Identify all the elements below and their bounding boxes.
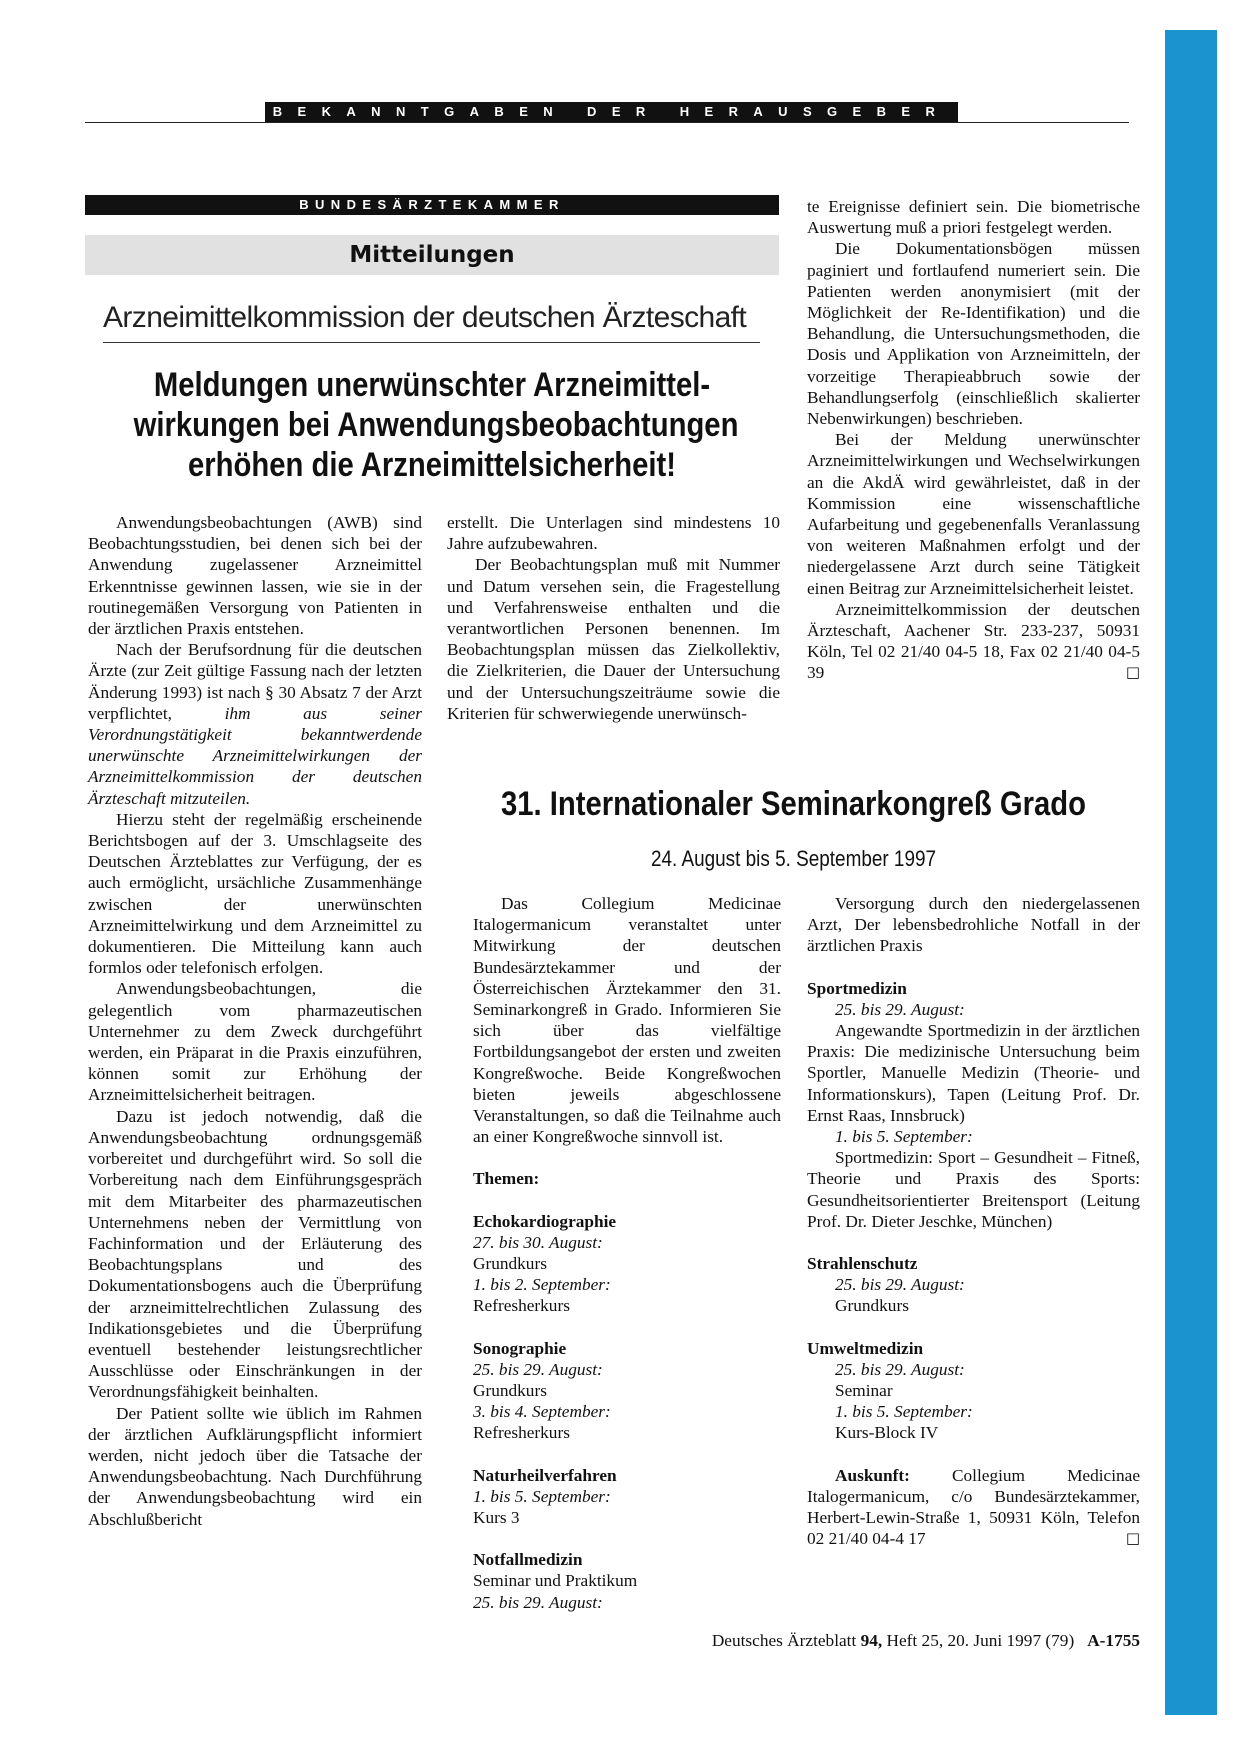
commission-rule: [103, 342, 760, 343]
topic-title: Sportmedizin: [807, 978, 907, 998]
paragraph: erstellt. Die Unterlagen sind mindestens 10 Jahre aufzubewahren.: [447, 513, 780, 554]
paragraph: Anwendungsbeobachtungen (AWB) sind Beobachtungsstudien, bei denen sich bei der Anwendung zugelassener Arzneimittel Erkenntnisse gewinnen lassen, wie sie in der routinegemäßen Versorgung von Patienten in der ärztlichen Praxis entstehen.: [88, 513, 422, 639]
italic-quote: ihm aus seiner Verordnungstätigkeit bekanntwerdende unerwünschte Arzneimittelwirkungen der Arzneimittelkommission der deutschen Ärzteschaft mitzuteilen.: [88, 703, 422, 808]
topic-course: Seminar: [835, 1381, 893, 1401]
page-number: A-1755: [1087, 1631, 1140, 1650]
column-1: [88, 512, 422, 1530]
section-header: BEKANNTGABEN DER HERAUSGEBER: [265, 102, 958, 122]
paragraph: Bei der Meldung unerwünschter Arzneimittelwirkungen und Wechselwirkungen an die AkdÄ wird gewährleistet, daß in der Kommission eine wissenschaftliche Aufarbeitung und gegebenenfalls Veranlassung von weiteren Maßnahmen erfolgt und der niedergelassene Arzt durch seine Tätigkeit einen Beitrag zur Arzneimittelsicherheit leistet.: [807, 430, 1140, 598]
paragraph: Hierzu steht der regelmäßig erscheinende Berichtsbogen auf der 3. Umschlagseite des Deutschen Ärzteblattes zur Verfügung, der es auch ermöglicht, ursächliche Zusammenhänge zwischen der unerwünschten Arzneimittelwirkung und dem Arzneimittel zu dokumentieren. Die Mitteilung kann auch formlos oder telefonisch erfolgen.: [88, 809, 422, 978]
paragraph: [88, 639, 422, 809]
topic-course: Refresherkurs: [473, 1296, 570, 1316]
org-bar: BUNDESÄRZTEKAMMER: [85, 195, 779, 215]
topic-title: Strahlenschutz: [807, 1254, 918, 1274]
commission-title: Arzneimittelkommission der deutschen Ärzteschaft: [103, 301, 747, 334]
topic-date: 1. bis 5. September:: [835, 1127, 973, 1147]
column-5: [807, 893, 1140, 1549]
themes-label: Themen:: [473, 1169, 540, 1189]
topic-date: 25. bis 29. August:: [473, 1359, 603, 1379]
paragraph-text: Nach der Berufsordnung für die deutschen Ärzte (zur Zeit gültige Fassung nach der letzten Änderung 1993) ist nach § 30 Absatz 7 der Arzt verpflichtet,: [88, 640, 422, 723]
topic-date: 27. bis 30. August:: [473, 1232, 603, 1252]
topic-course: Grundkurs: [835, 1296, 909, 1316]
category-box: Mitteilungen: [85, 235, 779, 275]
end-mark-icon: □: [1125, 1529, 1140, 1548]
congress-dates: 24. August bis 5. September 1997: [650, 846, 937, 871]
page-footer: [638, 1631, 1140, 1651]
topic-title: Sonographie: [473, 1338, 567, 1358]
topic-date: 1. bis 5. September:: [835, 1402, 973, 1422]
paragraph: te Ereignisse definiert sein. Die biometrische Auswertung muß a priori festgelegt werden.: [807, 197, 1140, 238]
paragraph: Das Collegium Medicinae Italogermanicum veranstaltet unter Mitwirkung der deutschen Bundesärztekammer und der Österreichischen Ärztekammer den 31. Seminarkongreß in Grado. Informieren Sie sich über das vielfältige Fortbildungsangebot der ersten und zweiten Kongreßwoche. Beide Kongreßwochen bieten jeweils abgeschlossene Veranstaltungen, so daß die Teilnahme auch an einer Kongreßwoche sinnvoll ist.: [473, 894, 781, 1147]
topic-course: Kurs 3: [473, 1508, 520, 1528]
topic-course: Grundkurs: [473, 1254, 547, 1274]
topic-date: 25. bis 29. August:: [835, 1359, 965, 1379]
column-3: [807, 196, 1140, 684]
paragraph: Der Beobachtungsplan muß mit Nummer und Datum versehen sein, die Fragestellung und Verfahrensweise enthalten und die verantwortlichen Personen benennen. Im Beobachtungsplan müssen das Zielkollektiv, die Zielkriterien, die Dauer der Untersuchung und der Untersuchungszeiträume sowie die Kriterien für schwerwiegende unerwünsch-: [447, 555, 780, 723]
topic-course: Refresherkurs: [473, 1423, 570, 1443]
paragraph: Anwendungsbeobachtungen, die gelegentlich vom pharmazeutischen Unternehmer zu dem Zweck durchgeführt werden, ein Präparat in die Praxis einzuführen, können somit zur Erhöhung der Arzneimittelsicherheit beitragen.: [88, 979, 422, 1105]
topic-title: Naturheilverfahren: [473, 1465, 617, 1485]
contact-text: Arzneimittelkommission der deutschen Ärzteschaft, Aachener Str. 233-237, 50931 Köln, Tel 02 21/40 04-5 18, Fax 02 21/40 04-5 39: [807, 599, 1140, 683]
topic-description: Sportmedizin: Sport – Gesundheit – Fitneß, Theorie und Praxis des Sports: Gesundheitsorientierter Breitensport (Leitung Prof. Dr. Dieter Jeschke, München): [807, 1148, 1140, 1231]
paragraph: [807, 599, 1140, 684]
contact-paragraph: [807, 1465, 1140, 1550]
topic-description: Angewandte Sportmedizin in der ärztlichen Praxis: Die medizinische Untersuchung beim Sportler, Manuelle Medizin (Theorie- und Informationskurs), Tapen (Leitung Prof. Dr. Ernst Raas, Innsbruck): [807, 1021, 1140, 1125]
topic-title: Echokardiographie: [473, 1211, 617, 1231]
paragraph: Die Dokumentationsbögen müssen paginiert und fortlaufend numeriert sein. Die Patienten werden anonymisiert (mit der Möglichkeit der Re-Identifikation) und die Behandlung, die Untersuchungsmethoden, die Dosis und Applikation von Arzneimitteln, der vorzeitige Therapieabbruch sowie der Behandlungserfolg (einschließlich skalierter Nebenwirkungen) beschrieben.: [807, 239, 1140, 429]
topic-date: 25. bis 29. August:: [473, 1592, 603, 1612]
topic-course: Grundkurs: [473, 1381, 547, 1401]
column-2: [447, 512, 780, 724]
paragraph: Dazu ist jedoch notwendig, daß die Anwendungsbeobachtung ordnungsgemäß vorbereitet und durchgeführt wird. So soll die Vorbereitung nach dem Einführungsgespräch mit dem Mitarbeiter des pharmazeutischen Unternehmens neben der Vermittlung von Fachinformation und der Erläuterung des Beobachtungsplans und des Dokumentationsbogens auch die Überprüfung der arzneimittelrechtlichen Zulassung des Indikationsgebietes und die Überprüfung eventuell bestehender leistungsrechtlicher Ausschlüsse oder Einschränkungen in der Verordnungsfähigkeit beinhalten.: [88, 1106, 422, 1402]
topic-date: 3. bis 4. September:: [473, 1402, 611, 1422]
topic-title: Notfallmedizin: [473, 1550, 583, 1570]
column-4: [473, 893, 781, 1613]
headline-line: Meldungen unerwünschter Arzneimittel-: [153, 366, 711, 404]
headline-line: erhöhen die Arzneimittelsicherheit!: [188, 446, 676, 484]
paragraph: Versorgung durch den niedergelassenen Arzt, Der lebensbedrohliche Notfall in der ärztlichen Praxis: [807, 894, 1140, 956]
issue-info: Heft 25, 20. Juni 1997 (79): [886, 1631, 1075, 1650]
journal-name: Deutsches Ärzteblatt: [711, 1631, 857, 1650]
congress-title: 31. Internationaler Seminarkongreß Grado: [501, 785, 1086, 823]
blue-side-bar: [1165, 30, 1217, 1715]
topic-date: 25. bis 29. August:: [835, 999, 965, 1019]
journal-volume: 94,: [860, 1631, 883, 1650]
topic-date: 1. bis 2. September:: [473, 1275, 611, 1295]
topic-date: 25. bis 29. August:: [835, 1275, 965, 1295]
headline-line: wirkungen bei Anwendungsbeobachtungen: [133, 406, 739, 444]
paragraph: Der Patient sollte wie üblich im Rahmen der ärztlichen Aufklärungspflicht informiert werden, nicht jedoch über die Tatsache der Anwendungsbeobachtung. Nach Durchführung der Anwendungsbeobachtung wird ein Abschlußbericht: [88, 1403, 422, 1529]
contact-label: Auskunft:: [835, 1465, 910, 1485]
topic-course: Kurs-Block IV: [835, 1423, 939, 1443]
article-headline: [133, 365, 739, 485]
end-mark-icon: □: [1125, 663, 1140, 682]
topic-date: 1. bis 5. September:: [473, 1486, 611, 1506]
topic-title: Umweltmedizin: [807, 1338, 924, 1358]
topic-course: Seminar und Praktikum: [473, 1571, 638, 1591]
header-rule: [85, 122, 1129, 123]
contact-text: Collegium Medicinae Italogermanicum, c/o Bundesärztekammer, Herbert-Lewin-Straße 1, 50931 Köln, Telefon 02 21/40 04-4 17: [807, 1465, 1140, 1549]
